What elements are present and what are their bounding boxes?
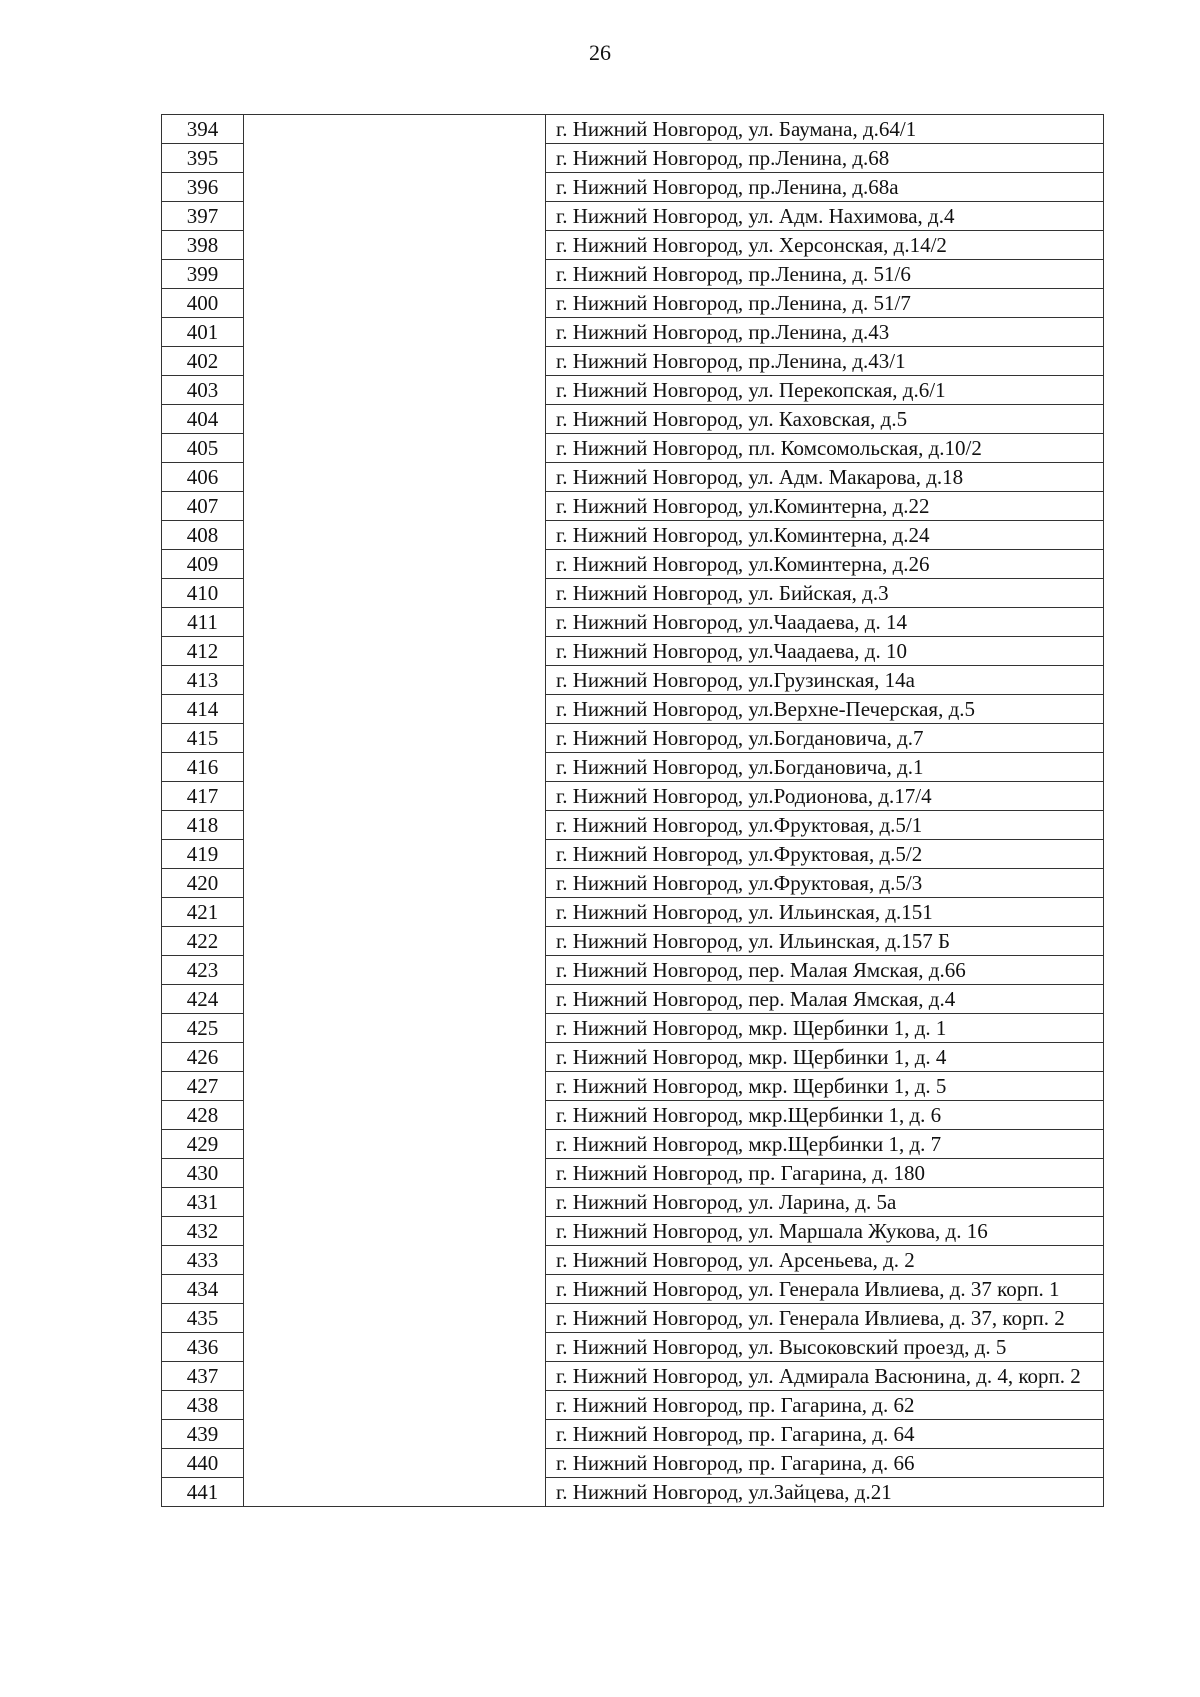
address-cell: г. Нижний Новгород, ул. Арсеньева, д. 2: [546, 1246, 1104, 1275]
row-number: 440: [162, 1449, 244, 1478]
address-cell: г. Нижний Новгород, ул.Чаадаева, д. 14: [546, 608, 1104, 637]
row-number: 420: [162, 869, 244, 898]
address-cell: г. Нижний Новгород, ул.Коминтерна, д.24: [546, 521, 1104, 550]
page-number: 26: [589, 40, 611, 65]
row-number: 401: [162, 318, 244, 347]
row-number: 431: [162, 1188, 244, 1217]
row-number: 424: [162, 985, 244, 1014]
row-number: 421: [162, 898, 244, 927]
address-cell: г. Нижний Новгород, ул. Адм. Нахимова, д.4: [546, 202, 1104, 231]
row-number: 406: [162, 463, 244, 492]
row-number: 402: [162, 347, 244, 376]
address-cell: г. Нижний Новгород, ул. Бийская, д.3: [546, 579, 1104, 608]
address-cell: г. Нижний Новгород, ул.Богдановича, д.1: [546, 753, 1104, 782]
row-number: 426: [162, 1043, 244, 1072]
row-number: 410: [162, 579, 244, 608]
row-number: 437: [162, 1362, 244, 1391]
address-cell: г. Нижний Новгород, мкр.Щербинки 1, д. 7: [546, 1130, 1104, 1159]
address-cell: г. Нижний Новгород, мкр. Щербинки 1, д. 5: [546, 1072, 1104, 1101]
row-number: 416: [162, 753, 244, 782]
row-number: 400: [162, 289, 244, 318]
row-number: 430: [162, 1159, 244, 1188]
address-cell: г. Нижний Новгород, ул.Грузинская, 14а: [546, 666, 1104, 695]
address-cell: г. Нижний Новгород, ул. Перекопская, д.6/1: [546, 376, 1104, 405]
address-cell: г. Нижний Новгород, пр.Ленина, д.43: [546, 318, 1104, 347]
address-cell: г. Нижний Новгород, ул.Фруктовая, д.5/3: [546, 869, 1104, 898]
address-table-body: [162, 115, 1104, 1507]
address-cell: г. Нижний Новгород, пр.Ленина, д.68: [546, 144, 1104, 173]
address-cell: г. Нижний Новгород, ул. Каховская, д.5: [546, 405, 1104, 434]
row-number: 429: [162, 1130, 244, 1159]
address-cell: г. Нижний Новгород, пр.Ленина, д.68а: [546, 173, 1104, 202]
row-number: 436: [162, 1333, 244, 1362]
address-cell: г. Нижний Новгород, ул. Херсонская, д.14/2: [546, 231, 1104, 260]
row-number: 413: [162, 666, 244, 695]
address-cell: г. Нижний Новгород, пр.Ленина, д. 51/6: [546, 260, 1104, 289]
table-row: [162, 115, 1104, 144]
row-number: 441: [162, 1478, 244, 1507]
address-cell: г. Нижний Новгород, ул. Генерала Ивлиева, д. 37 корп. 1: [546, 1275, 1104, 1304]
address-cell: г. Нижний Новгород, ул. Баумана, д.64/1: [546, 115, 1104, 144]
address-cell: г. Нижний Новгород, мкр. Щербинки 1, д. 1: [546, 1014, 1104, 1043]
row-number: 397: [162, 202, 244, 231]
address-cell: г. Нижний Новгород, пр. Гагарина, д. 64: [546, 1420, 1104, 1449]
row-number: 422: [162, 927, 244, 956]
address-cell: г. Нижний Новгород, ул. Генерала Ивлиева, д. 37, корп. 2: [546, 1304, 1104, 1333]
row-number: 411: [162, 608, 244, 637]
row-number: 405: [162, 434, 244, 463]
address-cell: г. Нижний Новгород, ул.Родионова, д.17/4: [546, 782, 1104, 811]
row-number: 396: [162, 173, 244, 202]
row-number: 414: [162, 695, 244, 724]
address-cell: г. Нижний Новгород, пр. Гагарина, д. 62: [546, 1391, 1104, 1420]
address-cell: г. Нижний Новгород, пер. Малая Ямская, д.66: [546, 956, 1104, 985]
address-cell: г. Нижний Новгород, пл. Комсомольская, д.10/2: [546, 434, 1104, 463]
row-number: 418: [162, 811, 244, 840]
row-number: 404: [162, 405, 244, 434]
row-number: 439: [162, 1420, 244, 1449]
row-number: 423: [162, 956, 244, 985]
address-cell: г. Нижний Новгород, ул. Ильинская, д.151: [546, 898, 1104, 927]
row-number: 395: [162, 144, 244, 173]
address-cell: г. Нижний Новгород, ул. Адм. Макарова, д.18: [546, 463, 1104, 492]
address-cell: г. Нижний Новгород, пр. Гагарина, д. 180: [546, 1159, 1104, 1188]
row-number: 434: [162, 1275, 244, 1304]
row-number: 438: [162, 1391, 244, 1420]
row-number: 409: [162, 550, 244, 579]
row-number: 425: [162, 1014, 244, 1043]
row-number: 394: [162, 115, 244, 144]
address-cell: г. Нижний Новгород, мкр.Щербинки 1, д. 6: [546, 1101, 1104, 1130]
address-cell: г. Нижний Новгород, ул.Верхне-Печерская, д.5: [546, 695, 1104, 724]
address-cell: г. Нижний Новгород, мкр. Щербинки 1, д. 4: [546, 1043, 1104, 1072]
row-number: 398: [162, 231, 244, 260]
address-cell: г. Нижний Новгород, ул. Маршала Жукова, д. 16: [546, 1217, 1104, 1246]
address-cell: г. Нижний Новгород, ул.Коминтерна, д.22: [546, 492, 1104, 521]
address-cell: г. Нижний Новгород, ул.Коминтерна, д.26: [546, 550, 1104, 579]
row-number: 399: [162, 260, 244, 289]
row-number: 408: [162, 521, 244, 550]
address-cell: г. Нижний Новгород, ул. Адмирала Васюнина, д. 4, корп. 2: [546, 1362, 1104, 1391]
address-cell: г. Нижний Новгород, пр.Ленина, д. 51/7: [546, 289, 1104, 318]
address-cell: г. Нижний Новгород, ул.Чаадаева, д. 10: [546, 637, 1104, 666]
row-number: 432: [162, 1217, 244, 1246]
row-number: 403: [162, 376, 244, 405]
address-cell: г. Нижний Новгород, ул. Ларина, д. 5а: [546, 1188, 1104, 1217]
address-cell: г. Нижний Новгород, ул. Высоковский проезд, д. 5: [546, 1333, 1104, 1362]
address-cell: г. Нижний Новгород, ул.Зайцева, д.21: [546, 1478, 1104, 1507]
address-cell: г. Нижний Новгород, ул.Фруктовая, д.5/2: [546, 840, 1104, 869]
row-number: 417: [162, 782, 244, 811]
row-number: 428: [162, 1101, 244, 1130]
row-number: 415: [162, 724, 244, 753]
row-number: 412: [162, 637, 244, 666]
address-cell: г. Нижний Новгород, пер. Малая Ямская, д.4: [546, 985, 1104, 1014]
row-number: 419: [162, 840, 244, 869]
address-cell: г. Нижний Новгород, пр. Гагарина, д. 66: [546, 1449, 1104, 1478]
address-cell: г. Нижний Новгород, пр.Ленина, д.43/1: [546, 347, 1104, 376]
address-cell: г. Нижний Новгород, ул.Фруктовая, д.5/1: [546, 811, 1104, 840]
row-number: 407: [162, 492, 244, 521]
address-cell: г. Нижний Новгород, ул. Ильинская, д.157 Б: [546, 927, 1104, 956]
row-number: 433: [162, 1246, 244, 1275]
address-table: [161, 114, 1104, 1507]
row-number: 435: [162, 1304, 244, 1333]
row-number: 427: [162, 1072, 244, 1101]
address-cell: г. Нижний Новгород, ул.Богдановича, д.7: [546, 724, 1104, 753]
empty-merged-cell: [244, 115, 546, 1507]
